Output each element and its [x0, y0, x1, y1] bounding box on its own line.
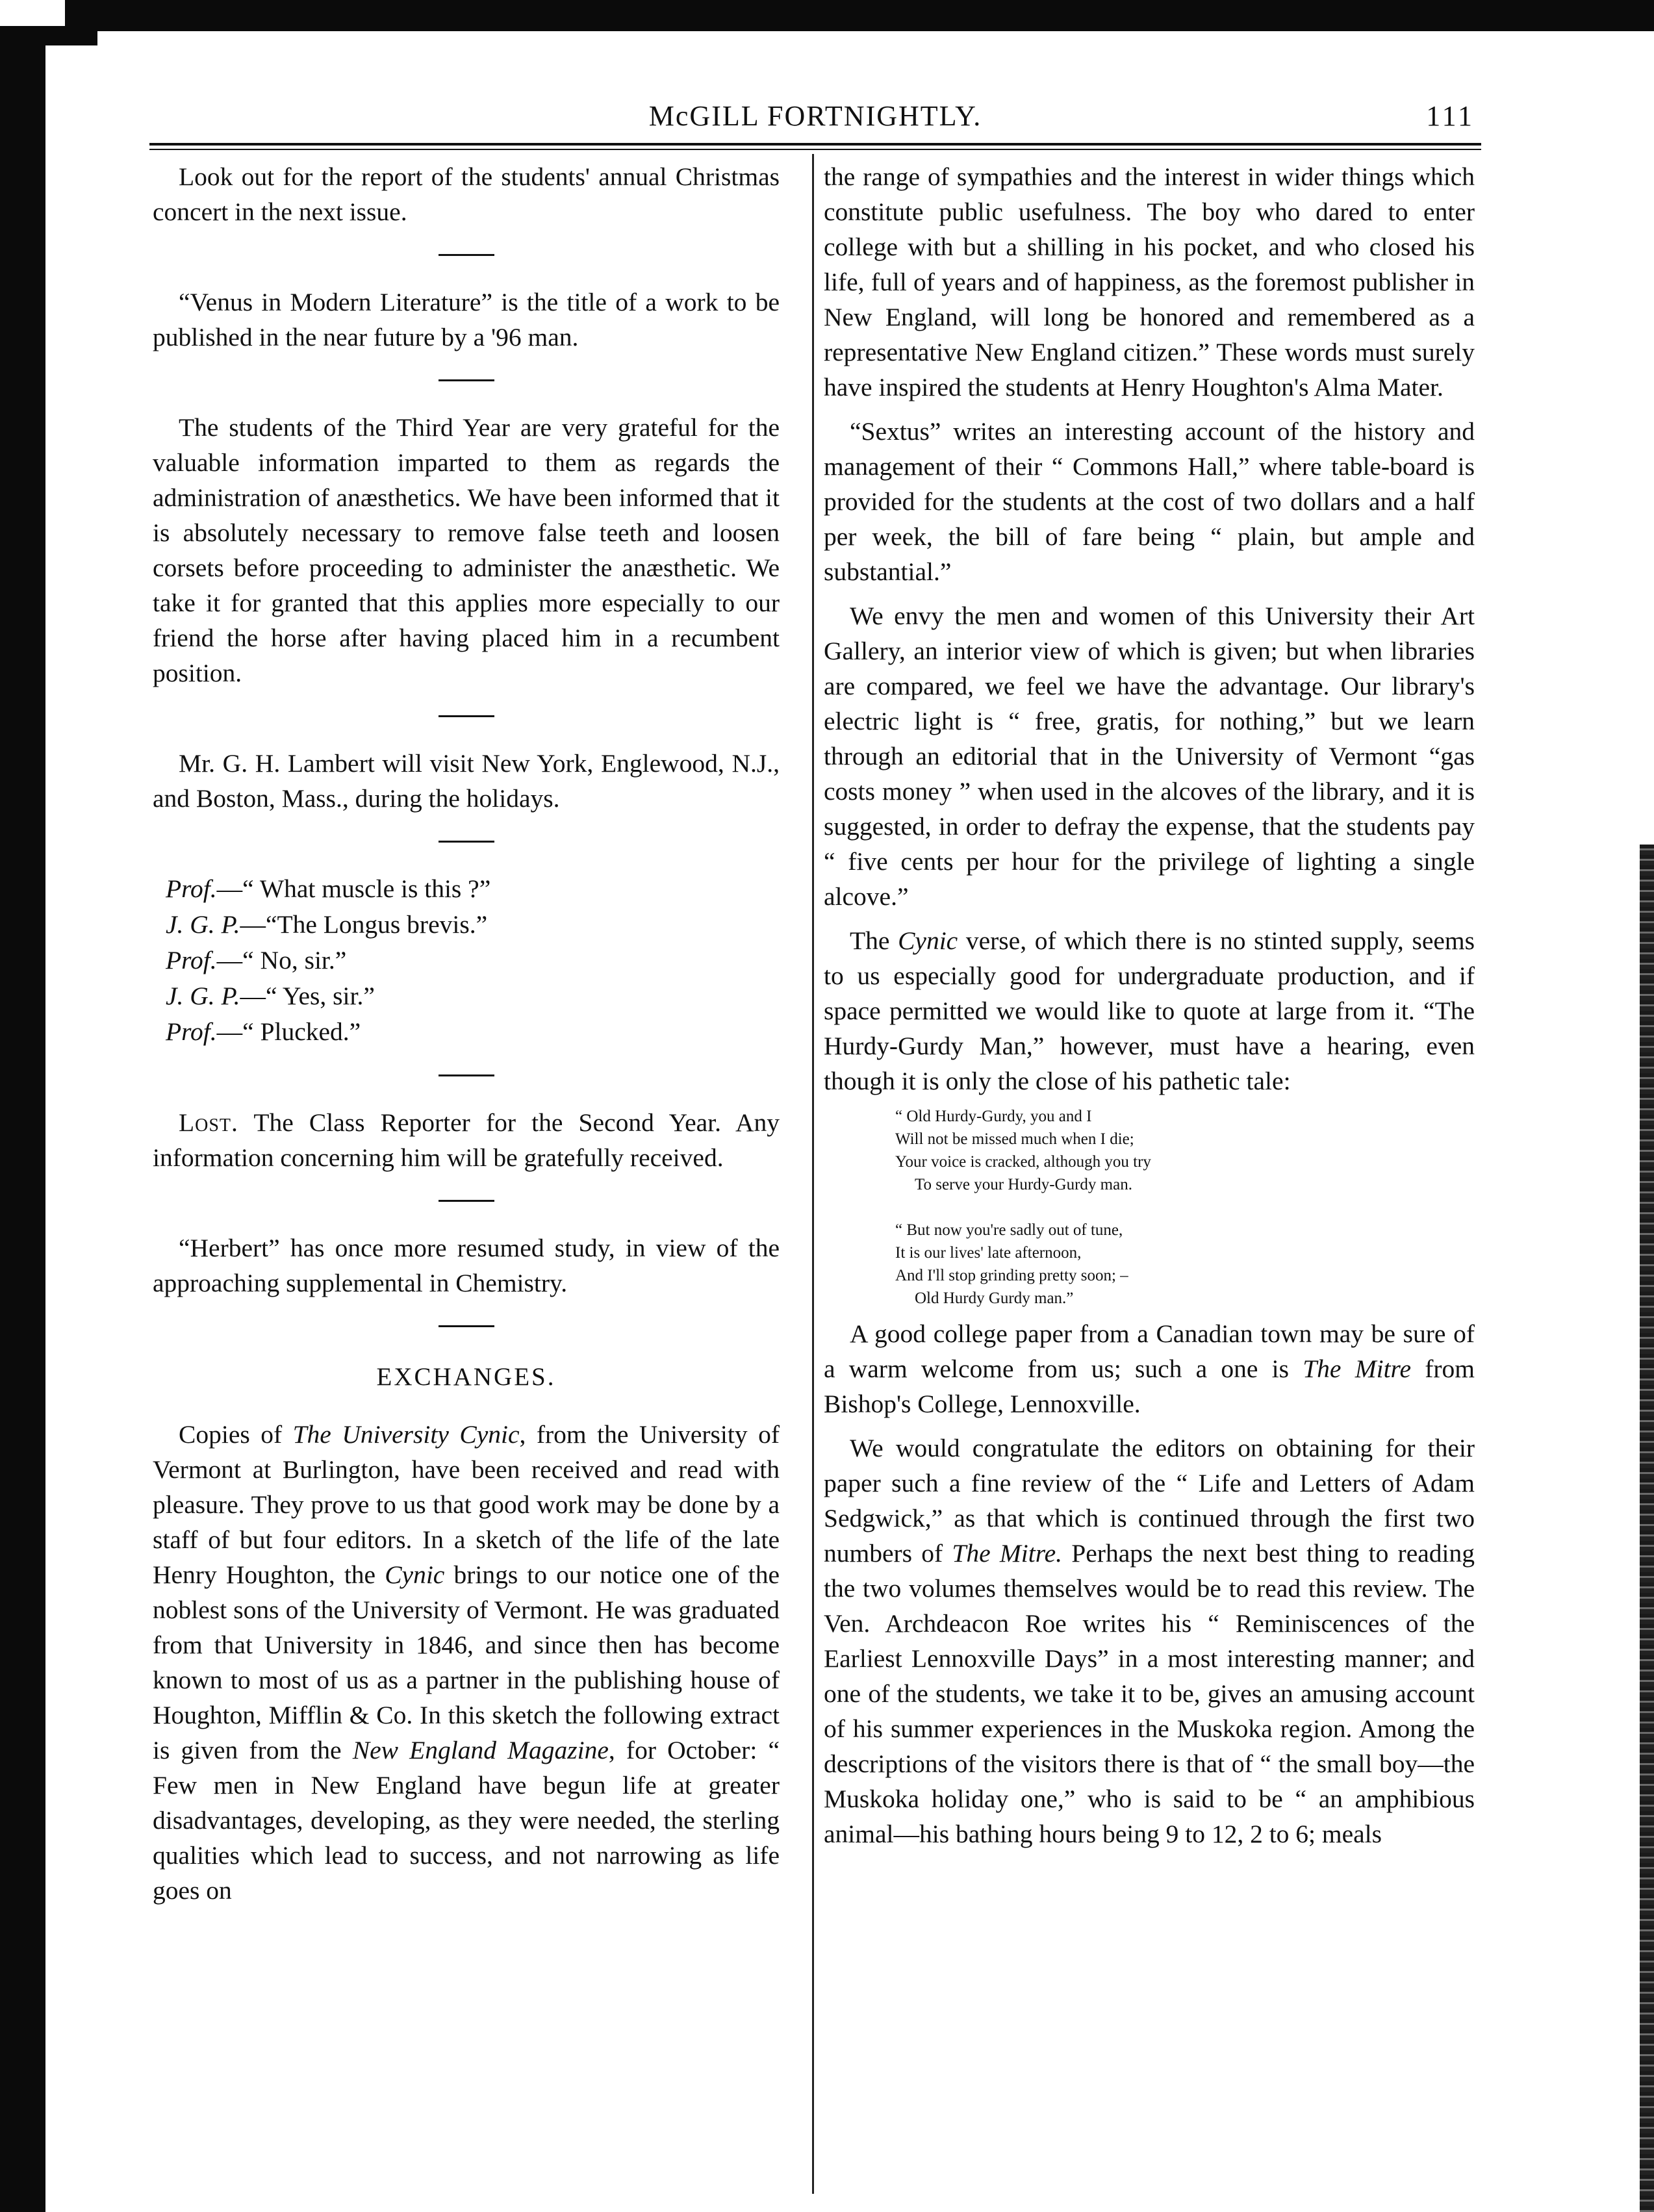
publication-title: New England Magazine: [352, 1736, 609, 1764]
verse-line: Your voice is cracked, although you try: [895, 1153, 1151, 1171]
text-run: Copies of: [179, 1420, 293, 1449]
separator: [439, 1200, 494, 1202]
sextus-paragraph: “Sextus” writes an interesting account of the history and management of their “ Commons Hall,” where table-board is provided for the students at the cost of two dollars and a half per week, the bill of fare being “ plain, but ample and substantial.”: [824, 417, 1475, 586]
separator: [439, 254, 494, 256]
lost-label: Lost.: [179, 1108, 238, 1137]
text-run: We would congratulate the editors on obtaining for their paper such a fine review of the “ Life and Letters of Adam Sedgwick,” as that which is continued through the first two numbers of: [824, 1434, 1475, 1568]
dialogue-line: [166, 978, 780, 1014]
text-run: The: [850, 926, 898, 955]
note-lost: [153, 1105, 780, 1175]
dialogue-text: —“ No, sir.”: [216, 946, 347, 974]
running-title: McGILL FORTNIGHTLY.: [648, 100, 982, 132]
text-run: , from the University of Vermont at Burlington, have been received and read with pleasure. They prove to us that good work may be done by a staff of but four editors. In a sketch of the life of the late Henry Houghton, the: [153, 1420, 780, 1589]
separator: [439, 379, 494, 381]
text-run: verse, of which there is no stinted supply, seems to us especially good for undergraduate production, and if space permitted we would like to quote at large from it. “The Hurdy-Gurdy Man,” however, must have a hearing, even though it is only the close of his pathetic tale:: [824, 926, 1475, 1095]
verse-stanza: [895, 1105, 1475, 1196]
dialogue-speaker: Prof.: [166, 946, 217, 974]
header-rule-bottom: [149, 149, 1481, 150]
dialogue-speaker: J. G. P.: [166, 910, 240, 939]
verse-line: “ Old Hurdy-Gurdy, you and I: [895, 1108, 1092, 1125]
dialogue-text: —“ Plucked.”: [216, 1017, 361, 1046]
separator: [439, 1325, 494, 1327]
verse-line: And I'll stop grinding pretty soon; –: [895, 1267, 1128, 1284]
cynic-verse-paragraph: [824, 923, 1475, 1099]
note-lambert: Mr. G. H. Lambert will visit New York, Englewood, N.J., and Boston, Mass., during the holidays.: [153, 749, 780, 813]
verse-line: To serve your Hurdy-Gurdy man.: [915, 1176, 1132, 1193]
publication-title: Cynic: [385, 1560, 445, 1589]
note-herbert: “Herbert” has once more resumed study, in view of the approaching supplemental in Chemistry.: [153, 1234, 780, 1297]
page-number: 111: [1426, 100, 1475, 132]
note-venus: “Venus in Modern Literature” is the title of a work to be published in the near future by a '96 man.: [153, 288, 780, 351]
publication-title: The University Cynic: [292, 1420, 520, 1449]
note-anaesthetics: The students of the Third Year are very grateful for the valuable information imparted to them as regards the administration of anæsthetics. We have been informed that it is absolutely necessary to remove false teeth and loosen corsets before proceeding to administer the anæsthetic. We take it for granted that this applies more especially to our friend the horse after having placed him in a recumbent position.: [153, 413, 780, 687]
dialogue: [166, 871, 780, 1050]
dialogue-speaker: Prof.: [166, 1017, 217, 1046]
exchanges-paragraph: [153, 1417, 780, 1908]
dialogue-line: [166, 871, 780, 907]
scan-right-edge: [1640, 845, 1654, 2212]
text-run: A good college paper from a Canadian town may be sure of a warm welcome from us; such a one is: [824, 1319, 1475, 1383]
text-run: brings to our notice one of the noblest sons of the University of Vermont. He was graduated from that University in 1846, and since then has become known to most of us as a partner in the publishing house of Houghton, Mifflin & Co. In this sketch the following extract is given from the: [153, 1560, 780, 1764]
exchanges-heading: EXCHANGES.: [376, 1363, 556, 1391]
separator: [439, 715, 494, 717]
column-divider: [812, 154, 814, 2194]
dialogue-line: [166, 907, 780, 943]
separator: [439, 1074, 494, 1076]
note-concert: Look out for the report of the students' annual Christmas concert in the next issue.: [153, 162, 780, 226]
dialogue-text: —“ What muscle is this ?”: [216, 874, 491, 903]
verse-line: “ But now you're sadly out of tune,: [895, 1221, 1123, 1239]
dialogue-line: [166, 1014, 780, 1050]
scan-top-border: [65, 0, 1654, 31]
right-column: [824, 159, 1475, 1851]
text-run: from Bishop's College, Lennoxville.: [824, 1354, 1475, 1418]
scan-left-binding-cap: [0, 26, 97, 45]
dialogue-text: —“ Yes, sir.”: [240, 982, 375, 1010]
envy-paragraph: We envy the men and women of this University their Art Gallery, an interior view of which is given; but when libraries are compared, we feel we have the advantage. Our library's electric light is “ free, gratis, for nothing,” but we learn through an editorial that in the University of Vermont “gas costs money ” when used in the alcoves of the library, and it is suggested, in order to defray the expense, that the students pay “ five cents per hour for the privilege of lighting a single alcove.”: [824, 602, 1475, 911]
left-column: [153, 159, 780, 1908]
verse-line: It is our lives' late afternoon,: [895, 1244, 1082, 1262]
verse-stanza: [895, 1219, 1475, 1310]
scan-left-binding: [0, 26, 45, 2212]
text-run: , for October: “ Few men in New England have begun life at greater disadvantages, developing, as they were needed, the sterling qualities which lead to success, and not narrowing as life goes on: [153, 1736, 780, 1905]
page-header: [149, 94, 1481, 140]
dialogue-speaker: J. G. P.: [166, 982, 240, 1010]
dialogue-text: —“The Longus brevis.”: [240, 910, 488, 939]
separator: [439, 841, 494, 843]
publication-title: The Mitre.: [952, 1539, 1063, 1568]
lost-text: The Class Reporter for the Second Year. Any information concerning him will be gratefully received.: [153, 1108, 780, 1172]
congratulate-paragraph: [824, 1430, 1475, 1851]
verse-line: Old Hurdy Gurdy man.”: [915, 1290, 1074, 1307]
header-rule-top: [149, 143, 1481, 146]
dialogue-line: [166, 943, 780, 978]
mitre-paragraph: [824, 1316, 1475, 1421]
publication-title: The Mitre: [1303, 1354, 1411, 1383]
publication-title: Cynic: [898, 926, 958, 955]
continued-paragraph: the range of sympathies and the interest in wider things which constitute public usefulness. The boy who dared to enter college with but a shilling in his pocket, and who closed his life, full of years and of happiness, as the foremost publisher in New England, will long be honored and remembered as a representative New England citizen.” These words must surely have inspired the students at Henry Houghton's Alma Mater.: [824, 162, 1475, 401]
dialogue-speaker: Prof.: [166, 874, 217, 903]
verse-quote: [895, 1105, 1475, 1310]
verse-line: Will not be missed much when I die;: [895, 1130, 1134, 1148]
text-run: Perhaps the next best thing to reading the two volumes themselves would be to read this review. The Ven. Archdeacon Roe writes his “ Reminiscences of the Earliest Lennoxville Days” in a most interesting manner; and one of the students, we take it to be, gives an amusing account of his summer experiences in the Muskoka region. Among the descriptions of the visitors there is that of “ the small boy—the Muskoka holiday one,” who is said to be “ an amphibious animal—his bathing hours being 9 to 12, 2 to 6; meals: [824, 1539, 1475, 1848]
